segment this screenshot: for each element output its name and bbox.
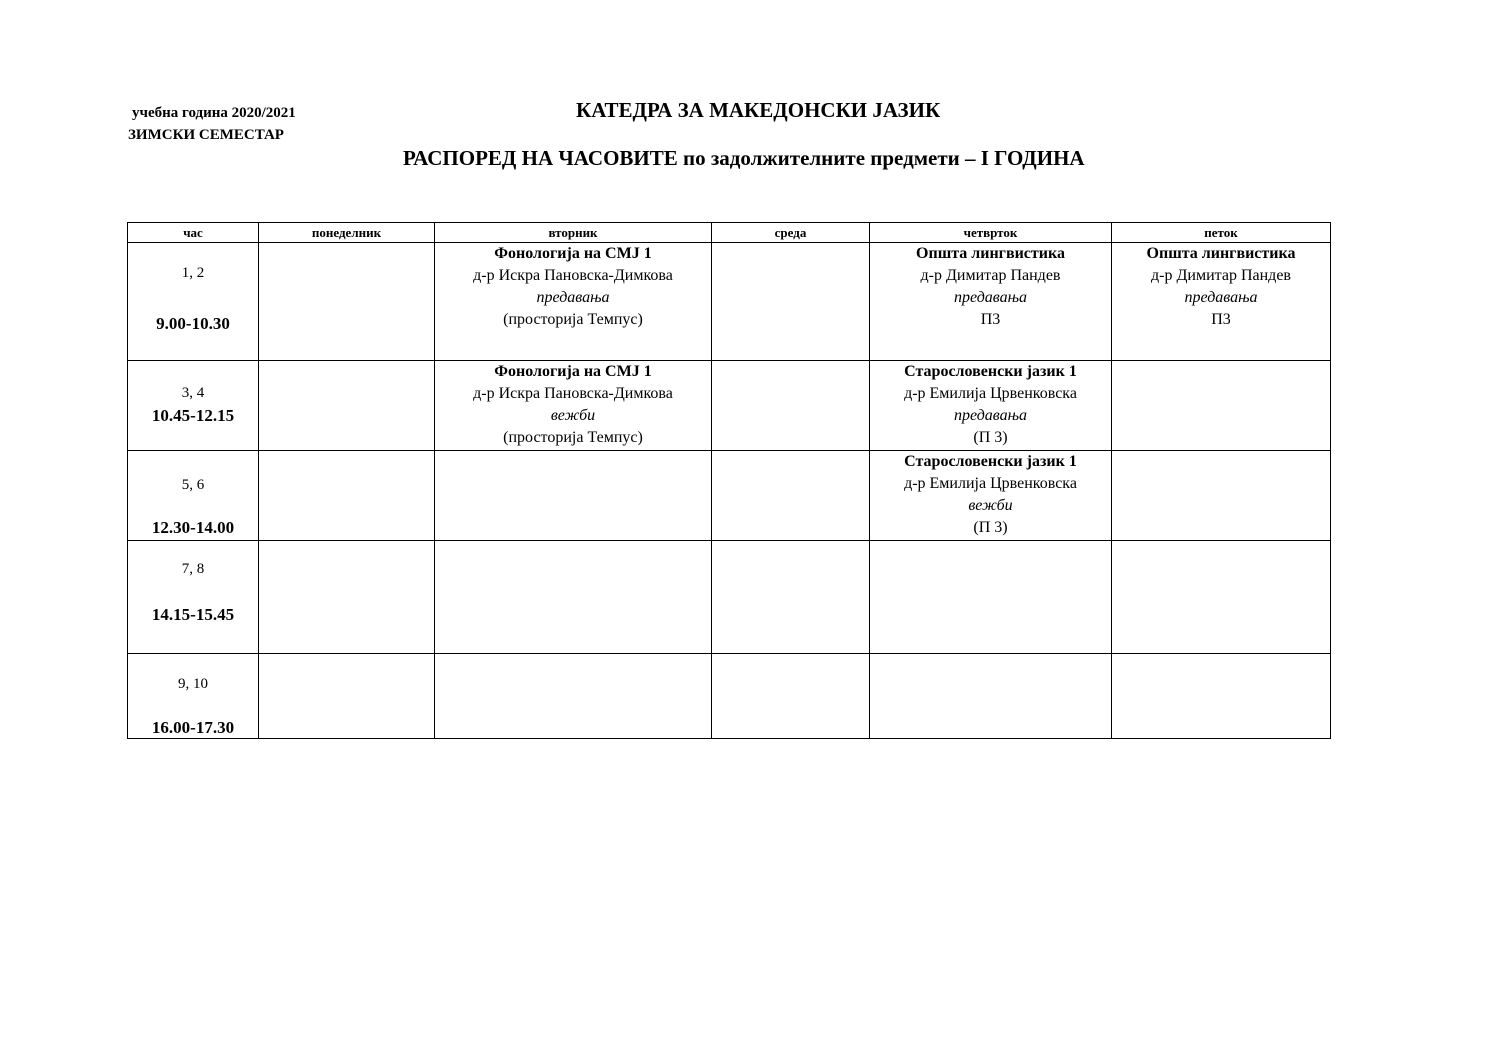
- time-cell: [128, 243, 259, 361]
- schedule-title: РАСПОРЕД НА ЧАСОВИТЕ по задолжителните предмети – I ГОДИНА: [403, 146, 1085, 170]
- course-name: Фонологија на СМЈ 1: [494, 245, 652, 262]
- department-title: КАТЕДРА ЗА МАКЕДОНСКИ ЈАЗИК: [576, 98, 941, 122]
- room-label: П3: [980, 311, 1001, 328]
- monday-cell: [259, 451, 435, 541]
- period-number: 1, 2: [181, 265, 205, 281]
- room-label: (П 3): [973, 519, 1008, 536]
- course-name: Општа лингвистика: [1146, 245, 1296, 262]
- monday-cell: [259, 361, 435, 451]
- teacher-name: д-р Искра Пановска-Димкова: [473, 385, 673, 402]
- monday-cell: [259, 541, 435, 654]
- tuesday-cell: [435, 654, 712, 739]
- period-time: 10.45-12.15: [151, 406, 235, 425]
- friday-cell: [1112, 654, 1331, 739]
- teacher-name: д-р Димитар Пандев: [920, 267, 1061, 284]
- course-name: Старословенски јазик 1: [904, 363, 1077, 380]
- wednesday-cell: [712, 451, 870, 541]
- friday-cell: [1112, 243, 1331, 361]
- time-cell: [128, 451, 259, 541]
- tuesday-cell: [435, 451, 712, 541]
- friday-cell: [1112, 451, 1331, 541]
- wednesday-cell: [712, 541, 870, 654]
- course-name: Општа лингвистика: [916, 245, 1065, 262]
- thursday-cell: [870, 654, 1112, 739]
- teacher-name: д-р Емилија Црвенковска: [904, 385, 1077, 402]
- monday-cell: [259, 243, 435, 361]
- table-row: [128, 361, 1331, 451]
- time-cell: [128, 654, 259, 739]
- teacher-name: д-р Искра Пановска-Димкова: [473, 267, 673, 284]
- monday-cell: [259, 654, 435, 739]
- class-type: вежби: [550, 407, 596, 424]
- period-time: 12.30-14.00: [151, 518, 235, 537]
- header-row: [128, 223, 1331, 243]
- column-header-tuesday: вторник: [435, 223, 712, 243]
- semester-label: ЗИМСКИ СЕМЕСТАР: [128, 127, 284, 143]
- thursday-cell: [870, 243, 1112, 361]
- tuesday-cell: [435, 243, 712, 361]
- class-type: предавања: [953, 289, 1028, 306]
- column-header-wednesday: среда: [712, 223, 870, 243]
- table-row: [128, 451, 1331, 541]
- period-time: 9.00-10.30: [156, 314, 230, 333]
- room-label: (просторија Темпус): [503, 311, 643, 328]
- thursday-cell: [870, 361, 1112, 451]
- table-row: [128, 243, 1331, 361]
- class-type: предавања: [536, 289, 610, 306]
- teacher-name: д-р Емилија Црвенковска: [904, 475, 1077, 492]
- column-header-friday: петок: [1112, 223, 1331, 243]
- table-row: [128, 541, 1331, 654]
- period-number: 3, 4: [181, 385, 205, 401]
- column-header-thursday: четврток: [870, 223, 1112, 243]
- time-cell: [128, 541, 259, 654]
- wednesday-cell: [712, 361, 870, 451]
- class-type: предавања: [1184, 289, 1258, 306]
- room-label: (просторија Темпус): [503, 429, 643, 446]
- room-label: П3: [1211, 311, 1231, 328]
- room-label: (П 3): [973, 429, 1008, 446]
- wednesday-cell: [712, 654, 870, 739]
- schedule-table: [127, 222, 1331, 739]
- column-header-monday: понеделник: [259, 223, 435, 243]
- period-time: 16.00-17.30: [151, 718, 235, 737]
- thursday-cell: [870, 541, 1112, 654]
- course-name: Старословенски јазик 1: [904, 453, 1077, 470]
- column-header-hour: час: [128, 223, 259, 243]
- class-type: вежби: [968, 497, 1013, 514]
- course-name: Фонологија на СМЈ 1: [494, 363, 652, 380]
- period-time: 14.15-15.45: [151, 605, 235, 624]
- teacher-name: д-р Димитар Пандев: [1151, 267, 1291, 284]
- table-row: [128, 654, 1331, 739]
- period-number: 5, 6: [181, 477, 205, 493]
- period-number: 9, 10: [178, 676, 208, 692]
- period-number: 7, 8: [181, 561, 205, 577]
- friday-cell: [1112, 541, 1331, 654]
- class-type: предавања: [953, 407, 1028, 424]
- time-cell: [128, 361, 259, 451]
- tuesday-cell: [435, 541, 712, 654]
- wednesday-cell: [712, 243, 870, 361]
- academic-year: учебна година 2020/2021: [132, 105, 296, 121]
- friday-cell: [1112, 361, 1331, 451]
- thursday-cell: [870, 451, 1112, 541]
- tuesday-cell: [435, 361, 712, 451]
